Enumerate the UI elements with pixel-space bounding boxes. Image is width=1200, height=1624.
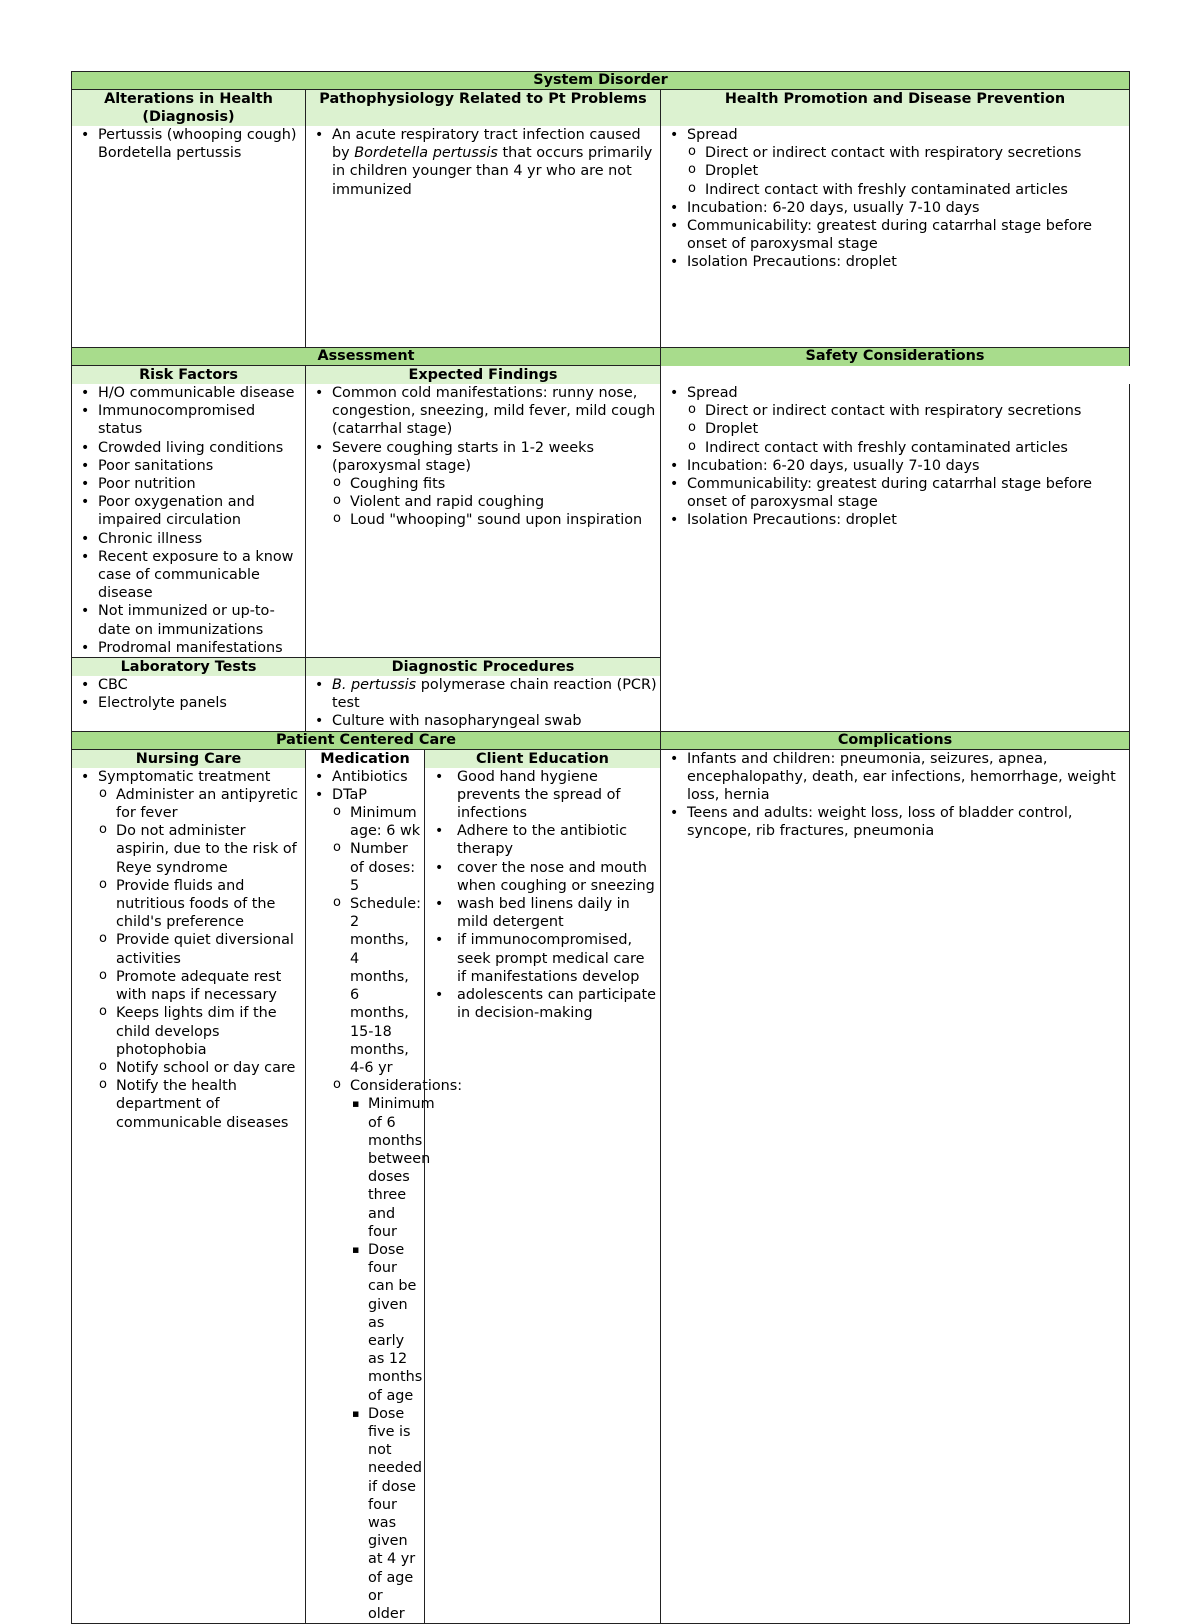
nursing-care-cell: [72, 768, 306, 1624]
patho-organism: Bordetella pertussis: [354, 145, 498, 162]
complications-title: Complications: [661, 732, 1130, 750]
list-item: o Loud "whooping" sound upon inspiration: [332, 511, 658, 529]
list-item: • Culture with nasopharyngeal swab: [306, 712, 658, 730]
spread-label: Spread: [687, 127, 738, 143]
medication-header: Medication: [306, 750, 425, 768]
list-item: o Droplet: [687, 162, 1127, 180]
list-item: • if immunocompromised, seek prompt medical care if manifestations develop: [425, 931, 658, 986]
diag-organism: B. pertussis: [332, 677, 417, 694]
list-item: o Notify school or day care: [98, 1059, 303, 1077]
health-promotion-header: Health Promotion and Disease Prevention: [661, 90, 1130, 126]
system-disorder-table: [71, 71, 1130, 1624]
list-item: o Keeps lights dim if the child develops photophobia: [98, 1004, 303, 1059]
lab-tests-cell: [72, 676, 306, 732]
list-item: [306, 439, 658, 530]
spread-label: Spread: [687, 385, 738, 401]
safety-cell: [661, 384, 1130, 732]
list-item: • Pertussis (whooping cough) Bordetella pertussis: [72, 126, 303, 162]
lab-tests-header: Laboratory Tests: [72, 658, 306, 676]
pathophysiology-header: Pathophysiology Related to Pt Problems: [306, 90, 661, 126]
list-item: • Prodromal manifestations: [72, 639, 303, 657]
expected-findings-header: Expected Findings: [306, 366, 661, 384]
diag-text: polymerase chain reaction (PCR) test: [332, 677, 657, 712]
list-item: o Minimum age: 6 wk: [332, 804, 422, 840]
list-item: • CBC: [72, 676, 303, 694]
diagnostic-procedures-header: Diagnostic Procedures: [306, 658, 661, 676]
list-item: o Notify the health department of communicable diseases: [98, 1077, 303, 1132]
list-item: • Poor nutrition: [72, 475, 303, 493]
diagnostic-procedures-cell: [306, 676, 661, 732]
list-item: o Schedule: 2 months, 4 months, 6 months, 15-18 months, 4-6 yr: [332, 895, 422, 1077]
assessment-title: Assessment: [72, 348, 661, 366]
list-item: [306, 126, 658, 199]
list-item: [332, 1077, 463, 1623]
alterations-cell: [72, 126, 306, 348]
list-item: o Droplet: [687, 420, 1127, 438]
alterations-header: Alterations in Health (Diagnosis): [72, 90, 306, 126]
list-item: • Incubation: 6-20 days, usually 7-10 days: [661, 199, 1127, 217]
list-item: o Coughing fits: [332, 475, 658, 493]
considerations-label: Considerations:: [350, 1078, 463, 1095]
health-promotion-cell: [661, 126, 1130, 348]
list-item: o Number of doses: 5: [332, 840, 422, 895]
list-item: o Indirect contact with freshly contaminated articles: [687, 439, 1127, 457]
list-item: • adolescents can participate in decision-making: [425, 986, 658, 1022]
patho-text: that occurs primarily in children younger than 4 yr who are not immunized: [332, 145, 653, 198]
dtap-label: DTaP: [332, 786, 367, 803]
safety-title: Safety Considerations: [661, 348, 1130, 366]
list-item: • wash bed linens daily in mild detergent: [425, 895, 658, 931]
medication-cell: [306, 768, 463, 1624]
list-item: [306, 786, 463, 1623]
list-item: o Direct or indirect contact with respiratory secretions: [687, 402, 1127, 420]
list-item: ▪ Dose five is not needed if dose four was given at 4 yr of age or older: [350, 1405, 422, 1623]
client-education-cell: [425, 768, 661, 1624]
list-item: • Antibiotics: [306, 768, 422, 786]
list-item: • Adhere to the antibiotic therapy: [425, 822, 658, 858]
risk-factors-cell: [72, 384, 306, 658]
list-item: • Infants and children: pneumonia, seizures, apnea, encephalopathy, death, ear infections, hemorrhage, weight loss, hernia: [661, 750, 1127, 805]
list-item: [661, 384, 1127, 457]
patient-centered-care-title: Patient Centered Care: [72, 732, 661, 750]
list-item: • Common cold manifestations: runny nose, congestion, sneezing, mild fever, mild cough (catarrhal stage): [306, 384, 658, 439]
list-item: • Crowded living conditions: [72, 439, 303, 457]
client-education-header: Client Education: [425, 750, 661, 768]
nursing-care-header: Nursing Care: [72, 750, 306, 768]
list-item: • cover the nose and mouth when coughing or sneezing: [425, 859, 658, 895]
list-item: • Recent exposure to a know case of communicable disease: [72, 548, 303, 603]
list-item: • Communicability: greatest during catarrhal stage before onset of paroxysmal stage: [661, 217, 1127, 253]
list-item: o Direct or indirect contact with respiratory secretions: [687, 144, 1127, 162]
nursing-main: Symptomatic treatment: [98, 768, 271, 785]
list-item: o Administer an antipyretic for fever: [98, 786, 303, 822]
pathophysiology-cell: [306, 126, 661, 348]
list-item: • Poor sanitations: [72, 457, 303, 475]
list-item: • Isolation Precautions: droplet: [661, 253, 1127, 271]
risk-factors-header: Risk Factors: [72, 366, 306, 384]
list-item: • Chronic illness: [72, 530, 303, 548]
list-item: • Immunocompromised status: [72, 402, 303, 438]
list-item: o Do not administer aspirin, due to the risk of Reye syndrome: [98, 822, 303, 877]
expected-findings-cell: [306, 384, 661, 658]
list-item: • Incubation: 6-20 days, usually 7-10 days: [661, 457, 1127, 475]
list-item: • Poor oxygenation and impaired circulation: [72, 493, 303, 529]
list-item: o Provide quiet diversional activities: [98, 931, 303, 967]
list-item: [72, 768, 303, 1132]
list-item: • Teens and adults: weight loss, loss of bladder control, syncope, rib fractures, pneumonia: [661, 804, 1127, 840]
list-item: o Indirect contact with freshly contaminated articles: [687, 181, 1127, 199]
list-item: • H/O communicable disease: [72, 384, 303, 402]
list-item: • Electrolyte panels: [72, 694, 303, 712]
findings-text: Severe coughing starts in 1-2 weeks (paroxysmal stage): [332, 439, 594, 474]
list-item: ▪ Dose four can be given as early as 12 months of age: [350, 1241, 422, 1405]
list-item: [306, 676, 658, 712]
table-title: System Disorder: [72, 72, 1130, 90]
list-item: o Provide fluids and nutritious foods of the child's preference: [98, 877, 303, 932]
list-item: o Promote adequate rest with naps if necessary: [98, 968, 303, 1004]
patho-text: An acute respiratory tract infection caused by: [332, 127, 641, 162]
list-item: [661, 126, 1127, 199]
list-item: • Communicability: greatest during catarrhal stage before onset of paroxysmal stage: [661, 475, 1127, 511]
complications-cell: [661, 750, 1130, 1624]
list-item: • Not immunized or up-to-date on immunizations: [72, 602, 303, 638]
list-item: o Violent and rapid coughing: [332, 493, 658, 511]
list-item: • Good hand hygiene prevents the spread of infections: [425, 768, 658, 823]
list-item: • Isolation Precautions: droplet: [661, 511, 1127, 529]
list-item: ▪ Minimum of 6 months between doses three and four: [350, 1095, 422, 1241]
